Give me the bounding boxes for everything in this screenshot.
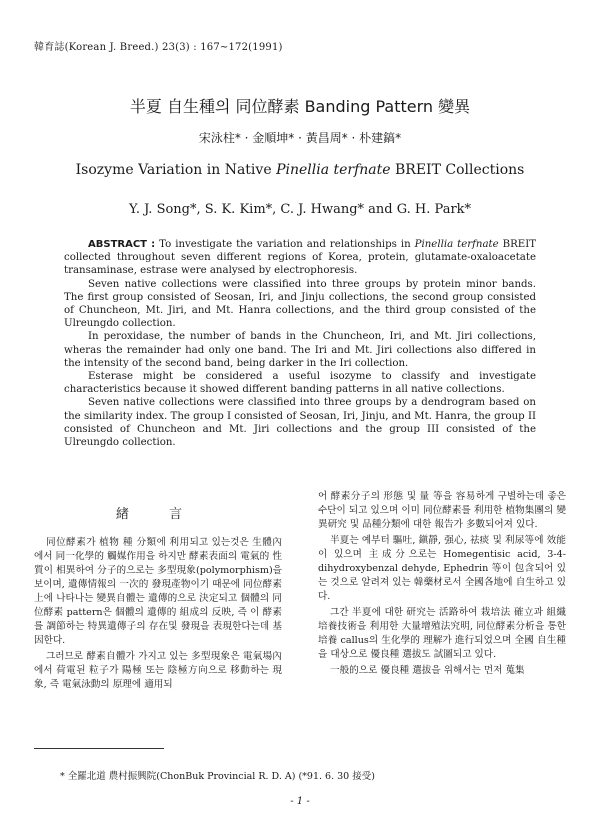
abstract-text: BREIT collected throughout seven different regions of Korea, protein, glutamate-oxaloacetate transaminase, estrase were analysed by electrophoresis. [64, 239, 537, 277]
right-column [318, 490, 566, 680]
body-paragraph: 一般的으로 優良種 選拔을 위해서는 먼저 蒐集 [330, 665, 525, 676]
korean-title: 半夏 自生種의 同位酵素 Banding Pattern 變異 [129, 97, 471, 116]
footnote-divider [34, 748, 164, 749]
abstract-species: Pinellia terfnate [414, 239, 499, 250]
left-column [34, 508, 282, 694]
page-number: - 1 - [290, 796, 310, 807]
abstract-paragraph: Esterase might be considered a useful isozyme to classify and investigate characteristics because it showed different banding patterns in all native collections. [64, 371, 536, 396]
body-paragraph: 半夏는 예부터 驅吐, 鎭靜, 强心, 祛痰 및 利尿等에 效能이 있으며 主成分으로는 Homegentisic acid, 3-4-dihydroxybenzal dehyde, Ephedrin 等이 包含되어 있는 것으로 알려져 있는 韓藥材로서 全國各地에 自生하고 있다. [318, 535, 566, 602]
journal-citation: 韓育誌(Korean J. Breed.) 23(3) : 167∼172(1991) [34, 42, 283, 53]
english-title [0, 162, 600, 178]
body-paragraph: 그러므로 酵素自體가 가지고 있는 多型現象은 電氣場內에서 荷電된 粒子가 陽極 또는 陰極方向으로 移動하는 現象, 즉 電氣泳動의 原理에 適用되 [34, 651, 282, 690]
abstract-paragraph [64, 238, 536, 278]
body-paragraph: 어 酵素分子의 形態 및 量 等을 容易하게 구별하는데 좋은 수단이 되고 있으며 이미 同位酵素를 利用한 植物集團의 變異研究 및 品種分類에 대한 報告가 多數되어져 있다. [318, 491, 566, 530]
abstract-paragraph: Seven native collections were classified into three groups by a dendrogram based on the similarity index. The group I consisted of Seosan, Iri, Jinju, and Mt. Hanra, the group II consisted of Chuncheon and Mt. Jiri collections and the group III consisted of the Ulreungdo collection. [64, 397, 536, 449]
english-authors: Y. J. Song*, S. K. Kim*, C. J. Hwang* and G. H. Park* [128, 202, 472, 217]
english-title-prefix: Isozyme Variation in Native [75, 162, 277, 178]
english-title-suffix: BREIT Collections [390, 162, 525, 178]
section-heading-introduction: 緖 言 [115, 507, 201, 522]
abstract-text: To investigate the variation and relationships in [155, 239, 415, 250]
abstract [64, 238, 536, 449]
abstract-paragraph: Seven native collections were classified into three groups by protein minor bands. The first group consisted of Seosan, Iri, and Jinju collections, the second group consisted of Chuncheon, Mt. Jiri, and Mt. Hanra collections, and the third group consisted of the Ulreungdo collection. [64, 278, 536, 330]
abstract-paragraph: In peroxidase, the number of bands in the Chuncheon, Iri, and Mt. Jiri collections, wheras the remainder had only one band. The Iri and Mt. Jiri collections also differed in the intensity of the second band, being darker in the Iri collection. [64, 331, 536, 369]
body-paragraph: 同位酵素가 植物 種 分類에 利用되고 있는것은 生體內에서 同一化學的 觸媒作用을 하지만 酵素表面의 電氣的 性質이 相異하여 分子的으로는 多型現象(polymorphism)을 보이며, 遺傳情報의 一次的 發現產物이기 때문에 同位酵素上에 나타나는 變異自體는 遺傳的으로 決定되고 個體의 同位酵素 pattern은 個體의 遺傳的 組成의 反映, 즉 이 酵素를 調節하는 特異遺傳子의 存在및 發現을 表現한다는데 基因한다. [34, 537, 282, 646]
abstract-label: ABSTRACT : [88, 239, 156, 250]
korean-authors: 宋泳柱* · 金順坤* · 黃昌周* · 朴建鎬* [198, 131, 402, 145]
footnote: * 全羅北道 農村振興院(ChonBuk Provincial R. D. A) (*91. 6. 30 接受) [60, 771, 375, 782]
english-title-species: Pinellia terfnate [276, 162, 391, 178]
body-paragraph: 그간 半夏에 대한 研究는 活路하여 栽培法 確立과 組織培養技術을 利用한 大量增殖法究明, 同位酵素分析을 통한 培養 callus의 生化學的 理解가 進行되었으며 全國 自生種을 대상으로 優良種 選拔도 試圖되고 있다. [318, 607, 566, 660]
